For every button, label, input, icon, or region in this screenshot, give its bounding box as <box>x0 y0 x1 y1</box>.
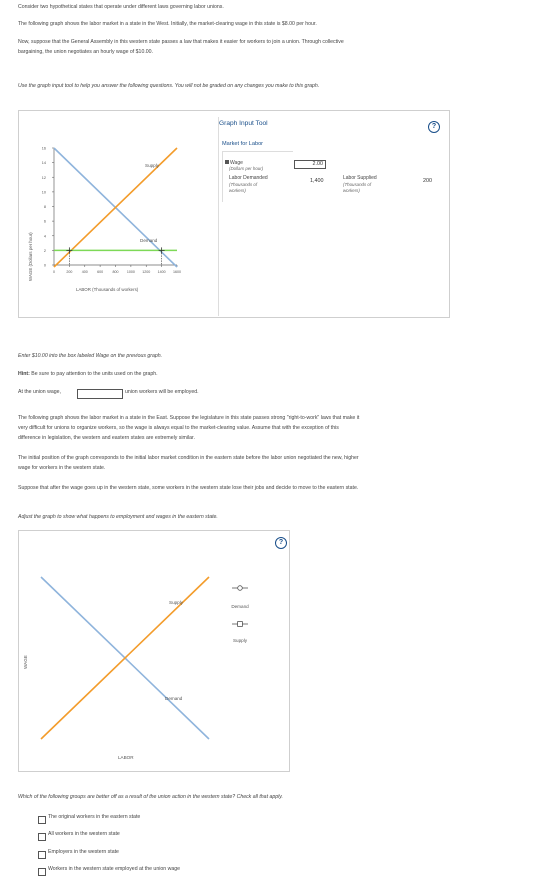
west-labor-graph[interactable] <box>19 111 219 317</box>
x-tick-label: 1000 <box>126 270 135 274</box>
supply-tool-label: Supply <box>232 638 248 643</box>
east-paragraph-2b: wage for workers in the western state. <box>18 465 106 471</box>
east-paragraph-1b: very difficult for unions to organize workers, so the wage is always equal to the market-clearing value. Assume that with the exception of this <box>18 425 339 431</box>
wage-label: Wage <box>225 160 243 167</box>
hint-body: Be sure to pay attention to the units used on the graph. <box>29 371 158 377</box>
labor-demanded-value: 1,400 <box>310 178 324 184</box>
checkbox-original-workers-east[interactable] <box>38 816 46 824</box>
y-tick-label: 6 <box>43 219 46 224</box>
supply-curve-label-2: Supply <box>169 600 184 605</box>
intro-paragraph-2: The following graph shows the labor market in a state in the West. Initially, the market-clearing wage in this state is $8.00 per hour. <box>18 21 317 27</box>
demand-curve-label: Demand <box>140 238 158 243</box>
y-tick-label: 10 <box>41 190 46 195</box>
x-axis-label: LABOR (Thousands of workers) <box>76 287 139 292</box>
y-axis-label: WAGE (Dollars per hour) <box>28 232 33 281</box>
labor-supplied-value: 200 <box>423 178 432 184</box>
x-tick-label: 400 <box>81 270 88 274</box>
east-paragraph-2a: The initial position of the graph corresponds to the initial labor market condition in the eastern state before the labor union negotiated the new, higher <box>18 455 359 461</box>
east-instruction: Adjust the graph to show what happens to employment and wages in the eastern state. <box>18 514 218 520</box>
x-tick-label: 1600 <box>173 270 181 274</box>
intro-paragraph-3a: Now, suppose that the General Assembly in this western state passes a law that makes it easier for workers to join a union. Through collective <box>18 39 344 45</box>
y-tick-label: 4 <box>43 234 46 239</box>
union-employment-input[interactable] <box>77 389 123 399</box>
intro-paragraph-3b: bargaining, the union negotiates an hourly wage of $10.00. <box>18 49 153 55</box>
labor-demanded-sublabel: (Thousands of workers) <box>229 182 258 193</box>
checkbox-union-wage-workers[interactable] <box>38 868 46 876</box>
east-labor-graph[interactable] <box>19 531 289 771</box>
x-tick-label: 0 <box>53 270 55 274</box>
x-tick-label: 1400 <box>157 270 166 274</box>
option-all-workers-west: All workers in the western state <box>48 831 120 837</box>
east-paragraph-1a: The following graph shows the labor market in a state in the East. Suppose the legislature in this state passes strong "right-to-work" laws that make it <box>18 415 360 421</box>
y-tick-label: 14 <box>41 161 46 166</box>
supply-curve-label: Supply <box>145 163 160 168</box>
x-tick-label: 1200 <box>142 270 151 274</box>
supply-tool-icon[interactable] <box>232 622 248 627</box>
graph-input-tool-title: Graph Input Tool <box>219 120 268 127</box>
x-tick-label: 200 <box>66 270 73 274</box>
y-tick-label: 2 <box>43 248 46 253</box>
x-tick-label: 600 <box>97 270 104 274</box>
wage-input[interactable]: 2.00 <box>294 160 326 169</box>
y-tick-label: 12 <box>41 175 46 180</box>
y-tick-label: 16 <box>41 146 46 151</box>
east-paragraph-1c: difference in legislation, the western and eastern states are extremely similar. <box>18 435 195 441</box>
labor-demanded-label: Labor Demanded <box>229 175 268 181</box>
graph-input-tool <box>218 117 444 316</box>
checkbox-all-workers-west[interactable] <box>38 833 46 841</box>
labor-supplied-sublabel: (Thousands of workers) <box>343 182 372 193</box>
enter-wage-instruction: Enter $10.00 into the box labeled Wage on the previous graph. <box>18 353 163 359</box>
demand-tool-icon[interactable] <box>232 586 248 591</box>
graph-instruction: Use the graph input tool to help you answer the following questions. You will not be graded on any changes you make to this graph. <box>18 83 320 89</box>
option-union-wage-workers: Workers in the western state employed at the union wage <box>48 866 180 872</box>
help-icon[interactable]: ? <box>428 121 440 133</box>
union-wage-suffix: union workers will be employed. <box>125 389 199 395</box>
labor-supplied-label: Labor Supplied <box>343 175 377 181</box>
x-tick-label: 800 <box>112 270 119 274</box>
demand-tool-label: Demand <box>231 604 249 609</box>
east-paragraph-3: Suppose that after the wage goes up in the western state, some workers in the western state lose their jobs and decide to move to the eastern state. <box>18 485 359 491</box>
east-graph-panel <box>18 530 290 772</box>
union-wage-prefix: At the union wage, <box>18 389 61 395</box>
intro-paragraph-1: Consider two hypothetical states that operate under different laws governing labor unions. <box>18 4 224 10</box>
question-2-text: Which of the following groups are better off as a result of the union action in the western state? Check all that apply. <box>18 794 283 800</box>
hint-label: Hint: <box>18 371 30 377</box>
wage-marker-icon <box>225 160 229 164</box>
option-original-workers-east: The original workers in the eastern state <box>48 814 141 820</box>
option-employers-west: Employers in the western state <box>48 849 119 855</box>
wage-sublabel: (Dollars per hour) <box>229 166 264 171</box>
help-icon-2[interactable]: ? <box>275 537 287 549</box>
hint-text <box>18 370 534 380</box>
y-tick-label: 0 <box>43 263 46 268</box>
checkbox-employers-west[interactable] <box>38 851 46 859</box>
y-tick-label: 8 <box>43 205 46 209</box>
market-title: Market for Labor <box>222 141 264 147</box>
demand-curve-label-2: Demand <box>165 696 183 701</box>
x-axis-label-2: LABOR <box>118 755 134 760</box>
y-axis-label-2: WAGE <box>23 655 28 669</box>
